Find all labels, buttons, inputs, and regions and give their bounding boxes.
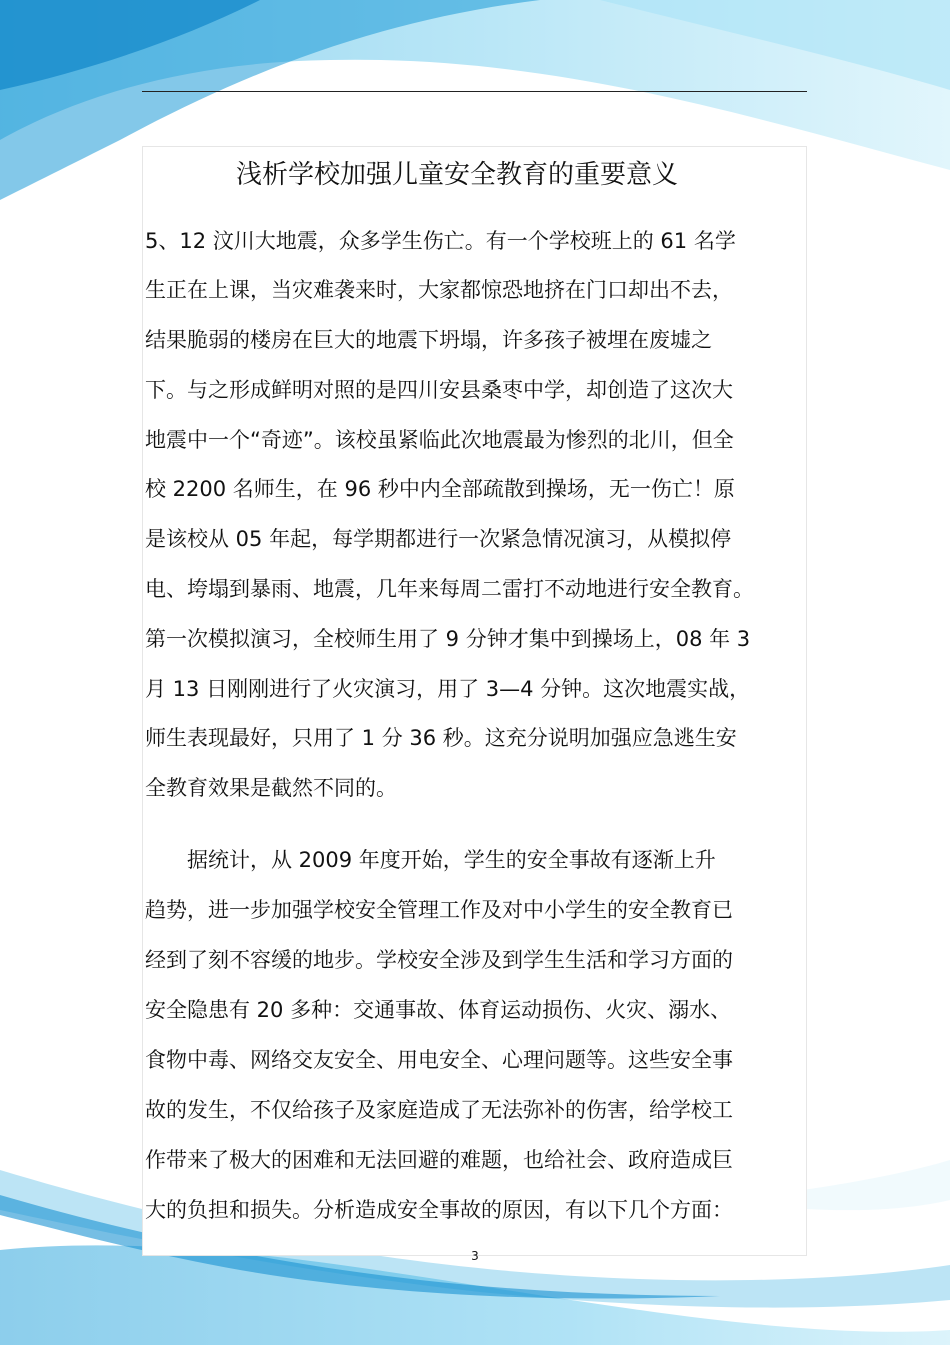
- text-line: 5、12 汶川大地震，众多学生伤亡。有一个学校班上的 61 名学: [145, 229, 736, 253]
- text-line: 经到了刻不容缓的地步。学校安全涉及到学生生活和学习方面的: [145, 948, 733, 972]
- text-line: 作带来了极大的困难和无法回避的难题，也给社会、政府造成巨: [145, 1148, 733, 1172]
- text-line: 故的发生，不仅给孩子及家庭造成了无法弥补的伤害，给学校工: [145, 1098, 733, 1122]
- text-line: 地震中一个“奇迹”。该校虽紧临此次地震最为惨烈的北川，但全: [145, 428, 734, 452]
- text-line: 大的负担和损失。分析造成安全事故的原因，有以下几个方面：: [145, 1198, 733, 1222]
- text-line: 结果脆弱的楼房在巨大的地震下坍塌，许多孩子被埋在废墟之: [145, 328, 712, 352]
- document-title: 浅析学校加强儿童安全教育的重要意义: [235, 160, 678, 190]
- text-line: 趋势，进一步加强学校安全管理工作及对中小学生的安全教育已: [145, 898, 733, 922]
- text-line: 校 2200 名师生，在 96 秒中内全部疏散到操场，无一伤亡！原: [145, 477, 735, 501]
- text-line: 食物中毒、网络交友安全、用电安全、心理问题等。这些安全事: [145, 1048, 733, 1072]
- text-line: 据统计，从 2009 年度开始，学生的安全事故有逐渐上升: [145, 848, 716, 872]
- text-line: 全教育效果是截然不同的。: [145, 776, 397, 800]
- text-line: 月 13 日刚刚进行了火灾演习，用了 3—4 分钟。这次地震实战，: [145, 677, 751, 701]
- text-line: 生正在上课，当灾难袭来时，大家都惊恐地挤在门口却出不去，: [145, 278, 733, 302]
- text-line: 安全隐患有 20 多种：交通事故、体育运动损伤、火灾、溺水、: [145, 998, 732, 1022]
- header-rule: [142, 91, 807, 92]
- text-line: 第一次模拟演习，全校师生用了 9 分钟才集中到操场上，08 年 3: [145, 627, 751, 651]
- page-number: 3: [471, 1249, 479, 1263]
- text-line: 师生表现最好，只用了 1 分 36 秒。这充分说明加强应急逃生安: [145, 726, 737, 750]
- text-line: 电、垮塌到暴雨、地震，几年来每周二雷打不动地进行安全教育。: [145, 577, 754, 601]
- text-line: 是该校从 05 年起，每学期都进行一次紧急情况演习，从模拟停: [145, 527, 732, 551]
- text-line: 下。与之形成鲜明对照的是四川安县桑枣中学，却创造了这次大: [145, 378, 733, 402]
